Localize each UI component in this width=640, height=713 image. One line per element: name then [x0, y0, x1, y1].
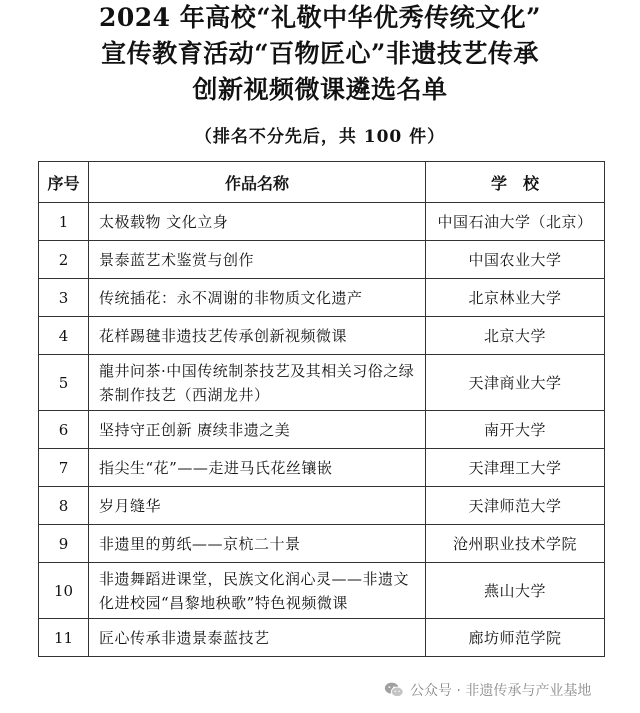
table-row: [39, 355, 605, 411]
table-row: [39, 449, 605, 487]
cell-work-name: 景泰蓝艺术鉴赏与创作: [89, 241, 426, 279]
cell-work-name: 坚持守正创新 赓续非遗之美: [89, 411, 426, 449]
cell-number: 3: [39, 279, 89, 317]
cell-work-name: 传统插花：永不凋谢的非物质文化遗产: [89, 279, 426, 317]
cell-school: 天津师范大学: [426, 487, 605, 525]
cell-school: 沧州职业技术学院: [426, 525, 605, 563]
cell-school: 北京大学: [426, 317, 605, 355]
table-row: [39, 241, 605, 279]
wechat-icon: [383, 679, 405, 701]
cell-number: 9: [39, 525, 89, 563]
table-row: [39, 411, 605, 449]
cell-number: 7: [39, 449, 89, 487]
cell-school: 天津商业大学: [426, 355, 605, 411]
cell-school: 天津理工大学: [426, 449, 605, 487]
title-line-1: 2024 年高校“礼敬中华优秀传统文化”: [98, 3, 542, 32]
cell-work-name: 非遗舞蹈进课堂，民族文化润心灵——非遗文化进校园“昌黎地秧歌”特色视频微课: [89, 563, 426, 619]
cell-work-name: 花样踢毽非遗技艺传承创新视频微课: [89, 317, 426, 355]
cell-work-name: 太极载物 文化立身: [89, 203, 426, 241]
column-header-work-name: 作品名称: [89, 162, 426, 203]
title-line-3: 创新视频微课遴选名单: [192, 75, 448, 104]
cell-number: 4: [39, 317, 89, 355]
cell-number: 8: [39, 487, 89, 525]
cell-work-name: 龍井问茶·中国传统制茶技艺及其相关习俗之绿茶制作技艺（西湖龙井）: [89, 355, 426, 411]
cell-number: 1: [39, 203, 89, 241]
table-row: [39, 203, 605, 241]
table-row: [39, 563, 605, 619]
cell-number: 6: [39, 411, 89, 449]
cell-school: 燕山大学: [426, 563, 605, 619]
cell-school: 廊坊师范学院: [426, 619, 605, 657]
cell-work-name: 匠心传承非遗景泰蓝技艺: [89, 619, 426, 657]
cell-number: 5: [39, 355, 89, 411]
cell-number: 2: [39, 241, 89, 279]
title-line-2: 宣传教育活动“百物匠心”非遗技艺传承: [101, 39, 539, 68]
table-row: [39, 317, 605, 355]
table-row: [39, 279, 605, 317]
table-row: [39, 619, 605, 657]
subtitle: （排名不分先后，共 100 件）: [194, 127, 446, 147]
watermark-text: 公众号 · 非遗传承与产业基地: [410, 683, 592, 699]
table-header-row: [39, 162, 605, 203]
table-row: [39, 525, 605, 563]
cell-number: 11: [39, 619, 89, 657]
column-header-number: 序号: [39, 162, 89, 203]
cell-work-name: 指尖生“花”——走进马氏花丝镶嵌: [89, 449, 426, 487]
cell-school: 北京林业大学: [426, 279, 605, 317]
cell-school: 中国石油大学（北京）: [426, 203, 605, 241]
wechat-watermark: [383, 677, 640, 703]
selection-table: [38, 161, 605, 657]
table-row: [39, 487, 605, 525]
cell-school: 南开大学: [426, 411, 605, 449]
cell-work-name: 非遗里的剪纸——京杭二十景: [89, 525, 426, 563]
cell-number: 10: [39, 563, 89, 619]
cell-work-name: 岁月缝华: [89, 487, 426, 525]
cell-school: 中国农业大学: [426, 241, 605, 279]
column-header-school: 学 校: [426, 162, 605, 203]
